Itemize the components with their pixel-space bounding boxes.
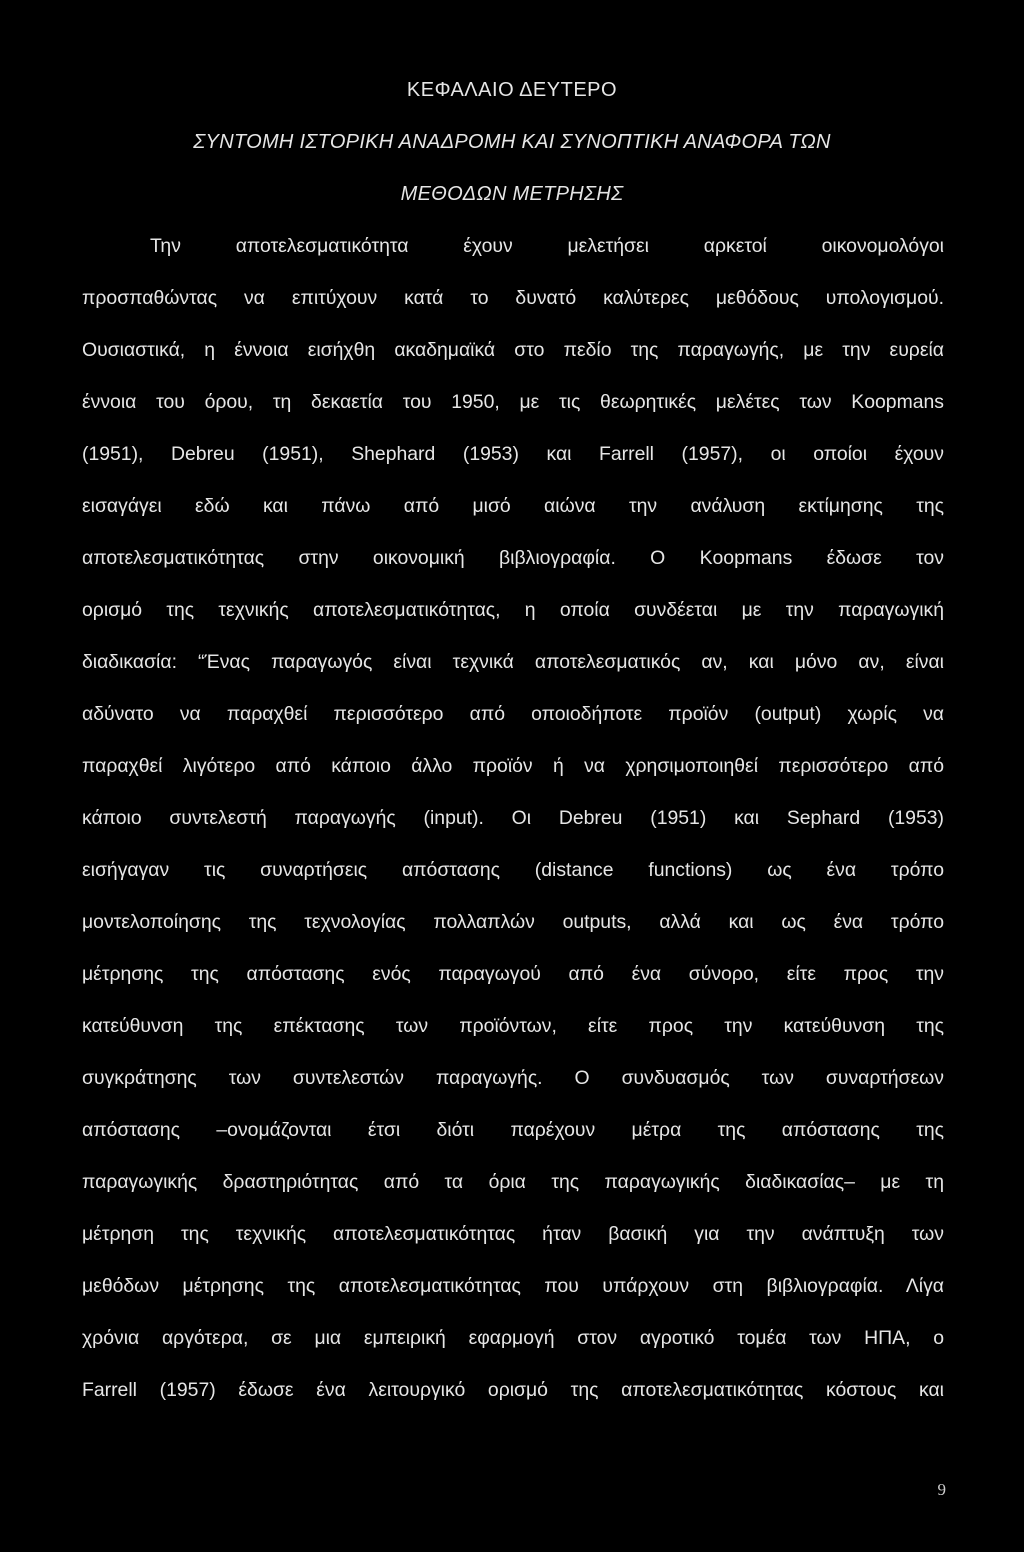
text-line: κατεύθυνση της επέκτασης των προϊόντων, είτε προς την κατεύθυνση της <box>82 1015 944 1037</box>
page-number: 9 <box>937 1480 946 1499</box>
section-title-line-1: ΣΥΝΤΟΜΗ ΙΣΤΟΡΙΚΗ ΑΝΑΔΡΟΜΗ ΚΑΙ ΣΥΝΟΠΤΙΚΗ ΑΝΑΦΟΡΑ ΤΩΝ <box>193 131 831 153</box>
text-line: μέτρησης της απόστασης ενός παραγωγού από ένα σύνορο, είτε προς την <box>82 963 944 985</box>
text-line: μέτρηση της τεχνικής αποτελεσματικότητας ήταν βασική για την ανάπτυξη των <box>82 1223 944 1245</box>
text-line: χρόνια αργότερα, σε μια εμπειρική εφαρμογή στον αγροτικό τομέα των ΗΠΑ, ο <box>82 1327 944 1349</box>
text-line: κάποιο συντελεστή παραγωγής (input). Οι Debreu (1951) και Sephard (1953) <box>82 807 944 829</box>
text-line: εισήγαγαν τις συναρτήσεις απόστασης (distance functions) ως ένα τρόπο <box>82 859 944 881</box>
chapter-heading: ΚΕΦΑΛΑΙΟ ΔΕΥΤΕΡΟ <box>406 79 618 101</box>
text-line: παραχθεί λιγότερο από κάποιο άλλο προϊόν ή να χρησιμοποιηθεί περισσότερο από <box>82 755 944 777</box>
text-line: απόστασης –ονομάζονται έτσι διότι παρέχουν μέτρα της απόστασης της <box>82 1119 944 1141</box>
text-line: Την αποτελεσματικότητα έχουν μελετήσει αρκετοί οικονομολόγοι <box>150 235 944 257</box>
text-line: αδύνατο να παραχθεί περισσότερο από οποιοδήποτε προϊόν (output) χωρίς να <box>82 703 944 725</box>
text-line: έννοια του όρου, τη δεκαετία του 1950, με τις θεωρητικές μελέτες των Koopmans <box>82 391 944 413</box>
text-line: αποτελεσματικότητας στην οικονομική βιβλιογραφία. Ο Koopmans έδωσε τον <box>82 547 944 569</box>
text-line: εισαγάγει εδώ και πάνω από μισό αιώνα την ανάλυση εκτίμησης της <box>82 495 944 517</box>
text-line: συγκράτησης των συντελεστών παραγωγής. Ο συνδυασμός των συναρτήσεων <box>82 1067 944 1089</box>
text-line: παραγωγικής δραστηριότητας από τα όρια της παραγωγικής διαδικασίας– με τη <box>82 1171 944 1193</box>
text-line: διαδικασία: “Ένας παραγωγός είναι τεχνικά αποτελεσματικός αν, και μόνο αν, είναι <box>82 651 944 673</box>
text-line: μεθόδων μέτρησης της αποτελεσματικότητας που υπάρχουν στη βιβλιογραφία. Λίγα <box>82 1275 944 1297</box>
text-line: προσπαθώντας να επιτύχουν κατά το δυνατό καλύτερες μεθόδους υπολογισμού. <box>82 287 944 309</box>
text-line: Ουσιαστικά, η έννοια εισήχθη ακαδημαϊκά στο πεδίο της παραγωγής, με την ευρεία <box>82 339 944 361</box>
section-title-line-2: ΜΕΘΟΔΩΝ ΜΕΤΡΗΣΗΣ <box>400 183 624 205</box>
text-line: μοντελοποίησης της τεχνολογίας πολλαπλών outputs, αλλά και ως ένα τρόπο <box>82 911 944 933</box>
body-paragraph <box>82 232 944 1428</box>
text-line: (1951), Debreu (1951), Shephard (1953) και Farrell (1957), οι οποίοι έχουν <box>82 443 944 465</box>
text-line: Farrell (1957) έδωσε ένα λειτουργικό ορισμό της αποτελεσματικότητας κόστους και <box>82 1379 944 1401</box>
text-line: ορισμό της τεχνικής αποτελεσματικότητας, η οποία συνδέεται με την παραγωγική <box>82 599 944 621</box>
